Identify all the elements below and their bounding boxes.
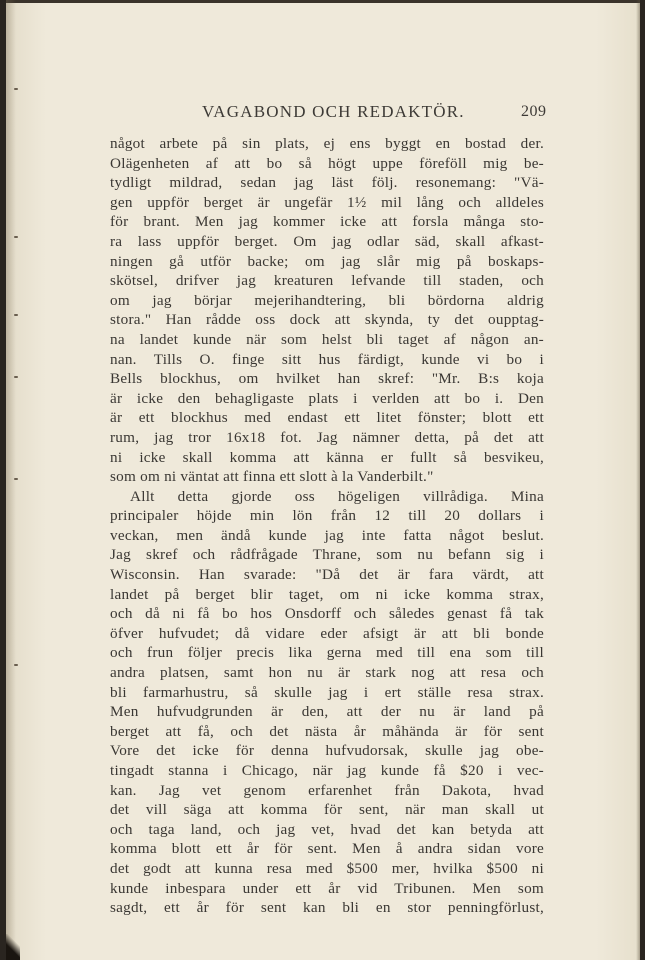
text-line: Bells blockhus, om hvilket han skref: "Mr. B:s koja [110,370,544,388]
margin-speck [14,478,18,480]
page-right-edge [636,0,640,960]
text-line: som om ni väntat att finna ett slott à la Vanderbilt." [110,468,434,486]
text-line: öfver hufvudet; då vidare eder afsigt är att bli bonde [110,624,544,642]
text-line: och då ni få bo hos Onsdorff och således genast få tak [110,605,544,623]
text-line: landet på berget blir taget, om ni icke komma strax, [110,585,544,603]
text-line: veckan, men ändå kunde jag inte fatta något beslut. [110,526,544,544]
text-line: berget att få, och det nästa år måhända är för sent [110,722,544,740]
text-line: Allt detta gjorde oss högeligen villrådiga. Mina [130,487,544,505]
text-line: ra lass uppför berget. Om jag odlar säd, skall afkast- [110,232,544,250]
text-line: gen uppför berget är ungefär 1½ mil lång och alldeles [110,193,544,211]
text-line: tydligt mildrad, sedan jag läst följ. resonemang: "Vä- [110,174,544,192]
text-line: ningen gå utför backe; om jag slår mig på boskaps- [110,252,544,270]
running-head: VAGABOND OCH REDAKTÖR. [202,102,465,121]
text-line: Men hufvudgrunden är den, att der nu är land på [110,703,544,721]
body-text [110,134,544,918]
text-line: Jag skref och rådfrågade Thrane, som nu befann sig i [110,546,544,564]
margin-speck [14,88,18,90]
margin-speck [14,664,18,666]
text-line: är ett blockhus med endast ett litet fönster; blott ett [110,409,544,427]
binding-shadow [6,0,16,960]
text-line: Vore det icke för denna hufvudorsak, skulle jag obe- [110,742,544,760]
margin-speck [14,314,18,316]
margin-speck [14,236,18,238]
text-line: det godt att kunna resa med $500 mer, hvilka $500 ni [110,859,544,877]
page-number: 209 [521,103,547,120]
text-line: kunde inbespara under ett år vid Tribunen. Men som [110,879,544,897]
page-corner-shadow [6,934,20,960]
text-line: stora." Han rådde oss dock att skynda, ty det oupptag- [110,311,544,329]
text-line: om jag börjar mejerihandtering, bli bördorna aldrig [110,291,544,309]
text-line: tingadt stanna i Chicago, när jag kunde få $20 i vec- [110,762,544,779]
text-line: för brant. Men jag kommer icke att forsla många sto- [110,213,544,231]
text-line: Wisconsin. Han svarade: "Då det är fara värdt, att [110,566,544,584]
text-line: bli farmarhustru, så skulle jag i ert ställe resa strax. [110,683,544,701]
text-line: rum, jag tror 16x18 fot. Jag nämner detta, på det att [110,428,544,446]
text-line: komma blott ett år för sent. Men å andra sidan vore [110,840,544,858]
page-top-edge [6,0,640,3]
text-line: ni icke skall komma att känna er fullt så besvikeu, [110,448,544,466]
text-line: något arbete på sin plats, ej ens byggt en bostad der. [110,135,544,152]
text-line: nan. Tills O. finge sitt hus färdigt, kunde vi bo i [110,350,544,368]
text-line: principaler höjde min lön från 12 till 20 dollars i [110,507,544,525]
text-line: och frun följer precis lika gerna med till ena som till [110,644,544,662]
text-line: kan. Jag vet genom erfarenhet från Dakota, hvad [110,781,544,799]
text-line: na landet kunde när som helst bli taget af någon an- [110,330,544,348]
text-line: Olägenheten af att bo så högt uppe föreföll mig be- [110,154,544,172]
text-line: skötsel, drifver jag kreaturen lefvande till staden, och [110,272,544,290]
text-line: andra platsen, samt hon nu är stark nog att resa och [110,664,544,682]
page-header [6,100,640,126]
text-line: och taga land, och jag vet, hvad det kan betyda att [110,820,544,838]
book-page [6,0,640,960]
text-line: det vill säga att komma för sent, när man skall ut [110,801,544,819]
text-line: sagdt, ett år för sent kan bli en stor penningförlust, [110,899,544,917]
text-line: är icke den behagligaste plats i verlden att bo i. Den [110,389,544,407]
margin-speck [14,376,18,378]
